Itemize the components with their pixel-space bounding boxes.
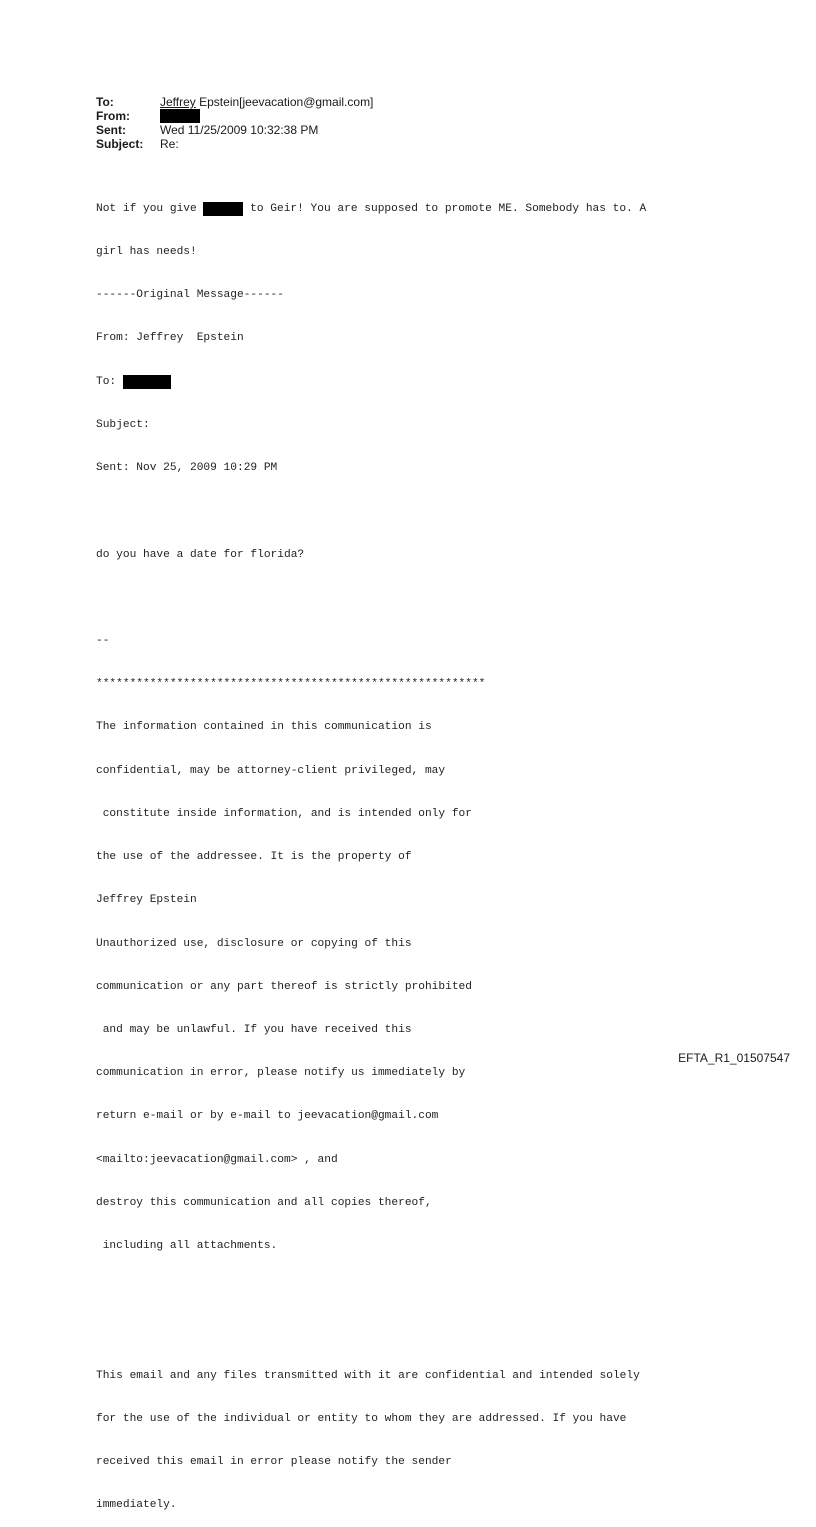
blank-line xyxy=(96,504,646,518)
subject-value: Re: xyxy=(160,137,179,151)
body-line-2: girl has needs! xyxy=(96,246,197,259)
to-name-first: Jeffrey xyxy=(160,95,196,109)
signature-dash: -- xyxy=(96,634,110,647)
original-message-separator: ------Original Message------ xyxy=(96,289,284,302)
document-id: EFTA_R1_01507547 xyxy=(678,1051,790,1065)
subject-label: Subject: xyxy=(96,137,144,151)
from-label: From: xyxy=(96,109,130,123)
to-name-rest: Epstein[jeevacation@gmail.com] xyxy=(195,95,374,109)
disclaimer-line: including all attachments. xyxy=(96,1240,278,1253)
original-to-redaction xyxy=(123,375,171,389)
body-line-1a: Not if you give xyxy=(96,202,204,215)
sent-label: Sent: xyxy=(96,123,126,137)
email-body xyxy=(96,173,646,1527)
closing-line: for the use of the individual or entity to whom they are addressed. If you have xyxy=(96,1412,627,1425)
sent-value: Wed 11/25/2009 10:32:38 PM xyxy=(160,123,319,137)
disclaimer-line: <mailto:jeevacation@gmail.com> , and xyxy=(96,1153,338,1166)
disclaimer-line: return e-mail or by e-mail to jeevacation@gmail.com xyxy=(96,1110,439,1123)
closing-line: This email and any files transmitted with it are confidential and intended solely xyxy=(96,1369,640,1382)
from-redaction xyxy=(160,109,200,123)
to-label: To: xyxy=(96,95,114,109)
from-value xyxy=(160,109,200,123)
closing-line: immediately. xyxy=(96,1499,177,1512)
star-separator: ********************************************************** xyxy=(96,678,486,691)
blank-line xyxy=(96,1325,646,1339)
disclaimer-line: destroy this communication and all copies thereof, xyxy=(96,1196,432,1209)
blank-line xyxy=(96,1282,646,1296)
original-to xyxy=(96,375,646,389)
original-subject: Subject: xyxy=(96,418,150,431)
closing-line: received this email in error please notify the sender xyxy=(96,1456,452,1469)
original-from: From: Jeffrey Epstein xyxy=(96,332,244,345)
disclaimer-line: Jeffrey Epstein xyxy=(96,894,197,907)
question-line: do you have a date for florida? xyxy=(96,548,305,561)
blank-line xyxy=(96,591,646,605)
disclaimer-line: and may be unlawful. If you have received this xyxy=(96,1023,412,1036)
disclaimer-line: the use of the addressee. It is the property of xyxy=(96,851,412,864)
body-redaction xyxy=(203,202,243,216)
body-line-1b: to Geir! You are supposed to promote ME. Somebody has to. A xyxy=(243,202,647,215)
original-sent: Sent: Nov 25, 2009 10:29 PM xyxy=(96,462,278,475)
body-line-1 xyxy=(96,202,646,216)
disclaimer-line: Unauthorized use, disclosure or copying of this xyxy=(96,937,412,950)
disclaimer-line: The information contained in this communication is xyxy=(96,721,432,734)
original-to-label: To: xyxy=(96,375,123,388)
disclaimer-line: confidential, may be attorney-client privileged, may xyxy=(96,764,446,777)
disclaimer-line: communication in error, please notify us immediately by xyxy=(96,1067,466,1080)
disclaimer-line: constitute inside information, and is intended only for xyxy=(96,807,472,820)
disclaimer-line: communication or any part thereof is strictly prohibited xyxy=(96,980,472,993)
to-value xyxy=(160,95,373,109)
